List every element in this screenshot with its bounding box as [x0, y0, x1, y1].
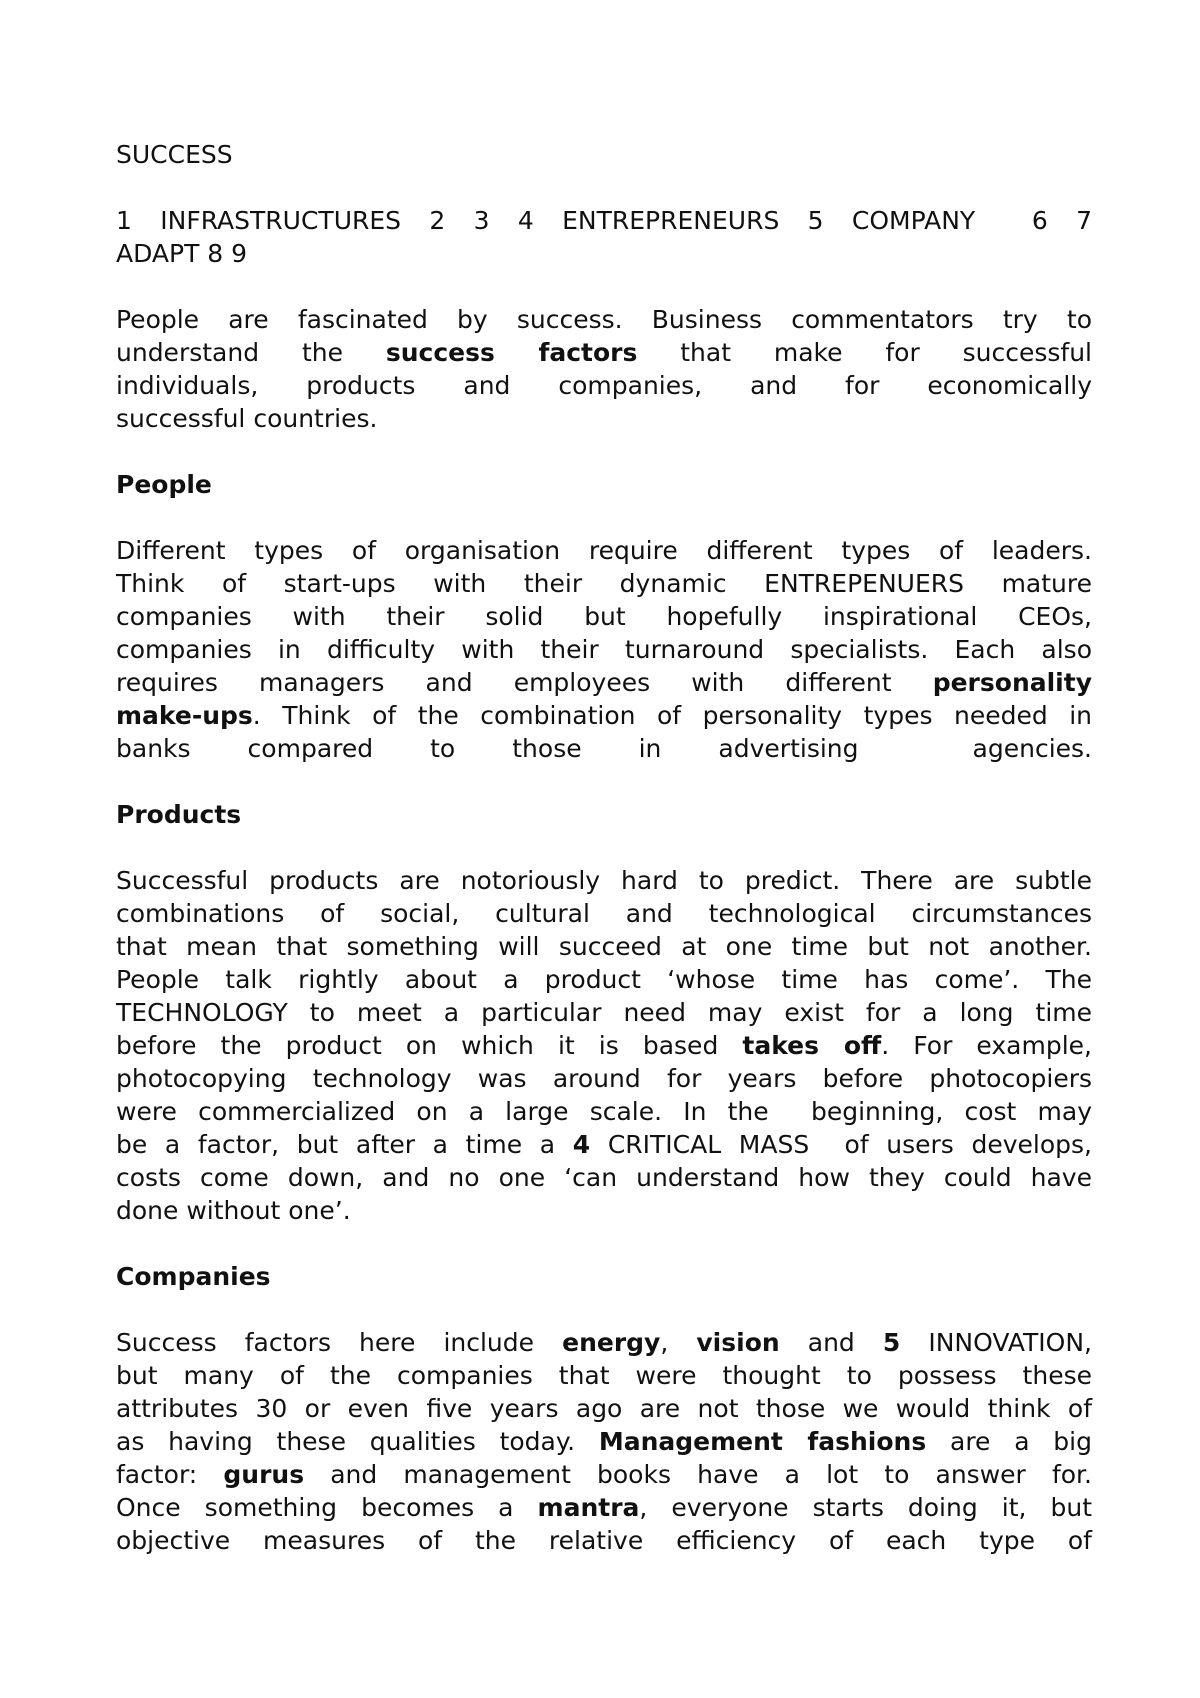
paragraph-line [116, 1095, 1092, 1128]
text-run: INNOVATION, [900, 1328, 1092, 1357]
text-run: and [779, 1328, 883, 1357]
text-run: Different types of organisation require different types of leaders. [116, 536, 1092, 565]
text-run: People talk rightly about a product ‘whose time has come’. The [116, 965, 1092, 994]
paragraph-line [116, 534, 1092, 567]
section-heading: Companies [116, 1262, 271, 1291]
bold-term: personality [932, 668, 1092, 697]
paragraph-line [116, 1062, 1092, 1095]
text-run: costs come down, and no one ‘can understand how they could have [116, 1163, 1092, 1192]
index-line-1: 1 INFRASTRUCTURES 2 3 4 ENTREPRENEURS 5 COMPANY 6 7 [116, 206, 1092, 235]
paragraph-line [116, 1029, 1092, 1062]
text-run: requires managers and employees with different [116, 668, 933, 697]
paragraph-line [116, 369, 1092, 402]
spacer [116, 831, 1092, 864]
text-run: People are fascinated by success. Business commentators try to [116, 305, 1092, 334]
text-run: and management books have a lot to answer for. [304, 1460, 1092, 1489]
document-title: SUCCESS [116, 140, 233, 169]
paragraph-line [116, 336, 1092, 369]
text-run: companies with their solid but hopefully inspirational CEOs, [116, 602, 1092, 631]
paragraph-line [116, 567, 1092, 600]
bold-term: Management fashions [598, 1427, 927, 1456]
text-run: as having these qualities today. [116, 1427, 599, 1456]
text-run: objective measures of the relative efficiency of each type of [116, 1526, 1092, 1555]
paragraph-line [116, 1326, 1092, 1359]
text-run: be a factor, but after a time a [116, 1130, 573, 1159]
paragraph-line [116, 402, 1092, 435]
paragraph-line [116, 699, 1092, 732]
text-run: understand the [116, 338, 386, 367]
text-run: Think of start-ups with their dynamic ENTREPENUERS mature [116, 569, 1092, 598]
bold-term: gurus [223, 1460, 305, 1489]
text-run: are a big [926, 1427, 1092, 1456]
section-paragraph [116, 1326, 1092, 1557]
paragraph-line [116, 1491, 1092, 1524]
bold-term: 4 [572, 1130, 591, 1159]
text-run: companies in difficulty with their turnaround specialists. Each also [116, 635, 1092, 664]
text-run: . For example, [881, 1031, 1092, 1060]
paragraph-line [116, 1161, 1092, 1194]
spacer [116, 765, 1092, 798]
text-run: but many of the companies that were thought to possess these [116, 1361, 1092, 1390]
text-run: that mean that something will succeed at one time but not another. [116, 932, 1092, 961]
section-heading: Products [116, 800, 242, 829]
paragraph-line [116, 666, 1092, 699]
paragraph-line [116, 1524, 1092, 1557]
paragraph-line [116, 600, 1092, 633]
text-run: factor: [116, 1460, 224, 1489]
text-run: Successful products are notoriously hard to predict. There are subtle [116, 866, 1092, 895]
paragraph-line [116, 303, 1092, 336]
text-run: TECHNOLOGY to meet a particular need may exist for a long time [116, 998, 1092, 1027]
section-paragraph [116, 864, 1092, 1227]
paragraph-line [116, 1458, 1092, 1491]
bold-term: mantra [537, 1493, 640, 1522]
section-paragraph [116, 534, 1092, 765]
paragraph-line [116, 1128, 1092, 1161]
text-run: , [660, 1328, 697, 1357]
document-page [116, 138, 1092, 1557]
bold-term: 5 [882, 1328, 901, 1357]
text-run: were commercialized on a large scale. In the beginning, cost may [116, 1097, 1092, 1126]
paragraph-line [116, 996, 1092, 1029]
spacer [116, 501, 1092, 534]
paragraph-line [116, 732, 1092, 765]
section-heading: People [116, 470, 212, 499]
text-run: photocopying technology was around for years before photocopiers [116, 1064, 1092, 1093]
bold-term: takes off [742, 1031, 882, 1060]
text-run: attributes 30 or even five years ago are not those we would think of [116, 1394, 1092, 1423]
bold-term: energy [562, 1328, 661, 1357]
intro-paragraph [116, 303, 1092, 435]
bold-term: success factors [385, 338, 638, 367]
bold-term: vision [696, 1328, 780, 1357]
paragraph-line [116, 1359, 1092, 1392]
paragraph-line [116, 1425, 1092, 1458]
paragraph-line [116, 633, 1092, 666]
text-run: successful countries. [116, 404, 378, 433]
paragraph-line [116, 1392, 1092, 1425]
text-run: individuals, products and companies, and for economically [116, 371, 1092, 400]
paragraph-line [116, 864, 1092, 897]
spacer [116, 435, 1092, 468]
text-run: . Think of the combination of personality types needed in [252, 701, 1092, 730]
spacer [116, 1293, 1092, 1326]
text-run: done without one’. [116, 1196, 351, 1225]
text-run: CRITICAL MASS of users develops, [590, 1130, 1092, 1159]
sections-container [116, 435, 1092, 1557]
text-run: Success factors here include [116, 1328, 563, 1357]
text-run: , everyone starts doing it, but [639, 1493, 1093, 1522]
spacer [116, 270, 1092, 303]
text-run: that make for successful [637, 338, 1092, 367]
spacer [116, 171, 1092, 204]
paragraph-line [116, 930, 1092, 963]
spacer [116, 1227, 1092, 1260]
bold-term: make-ups [116, 701, 253, 730]
paragraph-line [116, 1194, 1092, 1227]
text-run: banks compared to those in advertising agencies. [116, 734, 1092, 763]
text-run: Once something becomes a [116, 1493, 538, 1522]
paragraph-line [116, 963, 1092, 996]
index-line-2: ADAPT 8 9 [116, 239, 248, 268]
text-run: before the product on which it is based [116, 1031, 743, 1060]
text-run: combinations of social, cultural and technological circumstances [116, 899, 1092, 928]
paragraph-line [116, 897, 1092, 930]
